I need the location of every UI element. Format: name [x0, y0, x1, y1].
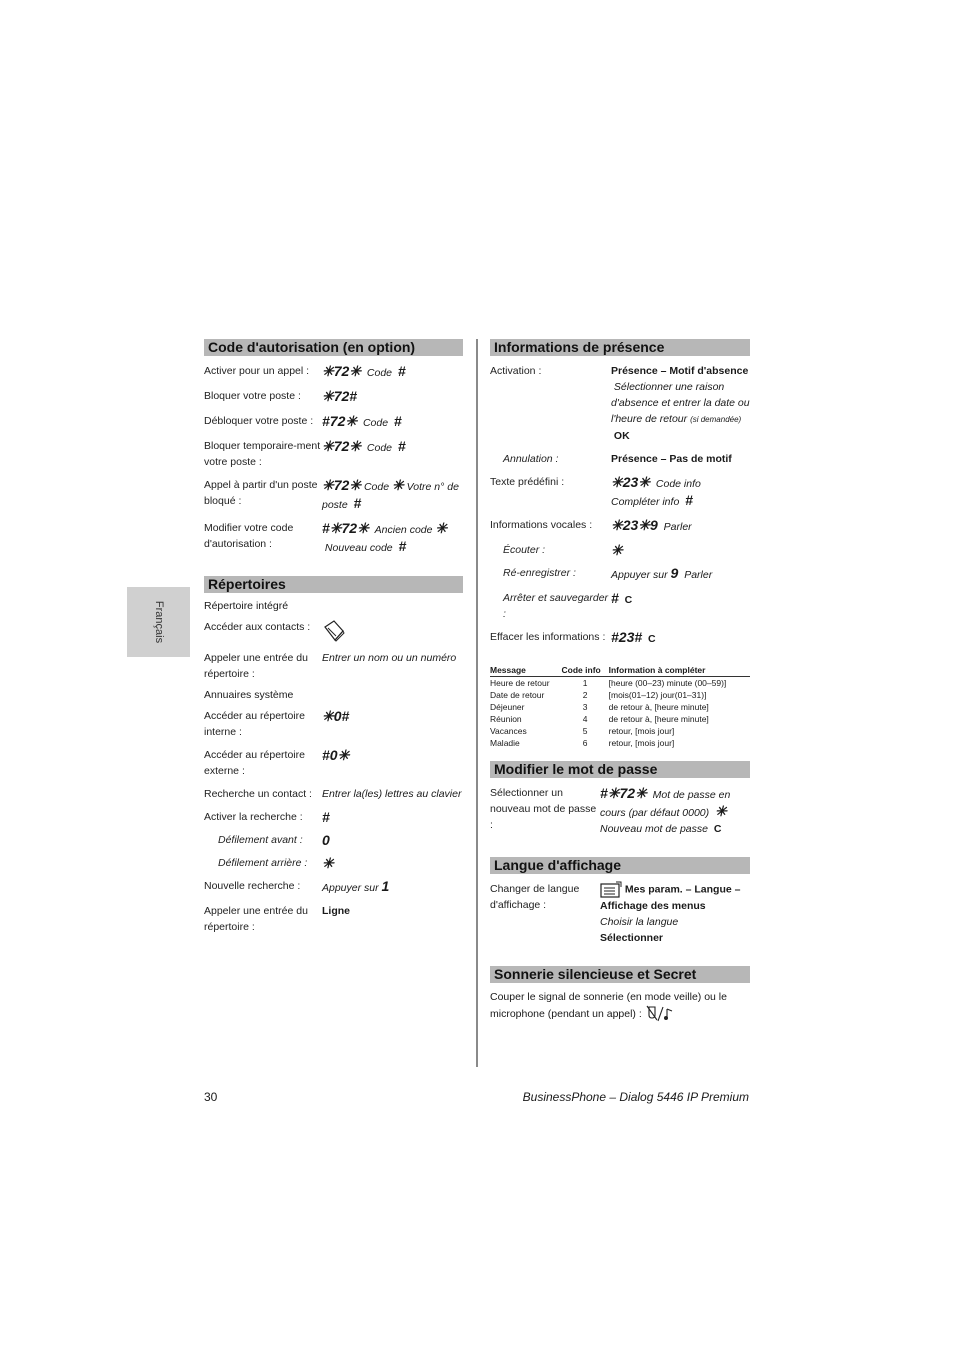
section-heading: Répertoires: [204, 576, 463, 593]
auth-row: Activer pour un appel : ✳72✳ Code #: [204, 363, 406, 379]
dir-row: Accéder aux contacts :: [204, 619, 463, 643]
presence-row: Annulation : Présence – Pas de motif: [503, 453, 732, 465]
section-heading: Code d'autorisation (en option): [204, 339, 463, 356]
dir-row: Nouvelle recherche : Appuyer sur 1: [204, 878, 390, 894]
dir-row: Accéder au répertoire interne : ✳0#: [204, 708, 350, 738]
presence-row: Ré-enregistrer : Appuyer sur 9 Parler: [503, 565, 713, 581]
auth-row: Modifier votre code d'autorisation : #✳72✳ Ancien code ✳ Nouveau code #: [204, 520, 448, 554]
presence-row: Texte prédéfini : ✳23✳ Code info Compléter info #: [490, 474, 701, 508]
table-row: Maladie 6 retour, [mois jour]: [490, 738, 675, 748]
auth-row: Bloquer votre poste : ✳72#: [204, 388, 358, 404]
mute-mic-icon: [645, 1005, 675, 1023]
section-heading: Modifier le mot de passe: [490, 761, 750, 778]
auth-row: Appel à partir d'un poste bloqué : ✳72✳ Code ✳ Votre n° de poste #: [204, 477, 459, 511]
left-column: [204, 339, 463, 955]
document-title: BusinessPhone – Dialog 5446 IP Premium: [522, 1090, 749, 1104]
auth-section: [204, 339, 463, 556]
table-row: Heure de retour 1 [heure (00–23) minute (00–59)]: [490, 678, 727, 688]
subheading: Répertoire intégré: [204, 600, 289, 612]
silent-ring-text: Couper le signal de sonnerie (en mode veille) ou le microphone (pendant un appel) :: [490, 989, 750, 1023]
dir-row: Défilement avant : 0: [218, 832, 330, 848]
table-row: Réunion 4 de retour à, [heure minute]: [490, 714, 709, 724]
table-header-row: Message Code info Information à compléter: [490, 665, 750, 677]
language-row: Changer de langue d'affichage : Mes param. – Langue – Affichage des menus Choisir la langue Sélectionner: [490, 883, 741, 944]
language-side-tab: Français: [127, 587, 190, 657]
contacts-book-icon: [322, 619, 346, 643]
dir-row: Accéder au répertoire externe : #0✳: [204, 747, 350, 777]
dir-row: Recherche un contact : Entrer la(les) lettres au clavier: [204, 788, 462, 800]
password-section: [490, 761, 750, 837]
presence-row: Informations vocales : ✳23✳9 Parler: [490, 517, 692, 533]
display-language-section: [490, 857, 750, 946]
presence-row: Écouter : ✳: [503, 542, 623, 558]
silent-ring-section: [490, 966, 750, 1023]
subheading: Annuaires système: [204, 689, 294, 701]
section-heading: Sonnerie silencieuse et Secret: [490, 966, 750, 983]
table-row: Vacances 5 retour, [mois jour]: [490, 726, 675, 736]
directories-section: [204, 576, 463, 935]
dir-row: Activer la recherche : #: [204, 809, 330, 825]
auth-row: Bloquer temporaire-ment votre poste : ✳72✳ Code #: [204, 438, 406, 468]
dir-row: Appeler une entrée du répertoire : Entrer un nom ou un numéro: [204, 652, 457, 680]
presence-section: [490, 339, 750, 749]
info-codes-table: [490, 665, 750, 749]
column-divider: [476, 339, 478, 1067]
settings-menu-icon: [600, 881, 622, 898]
section-heading: Langue d'affichage: [490, 857, 750, 874]
dir-row: Défilement arrière : ✳: [218, 855, 334, 871]
table-row: Déjeuner 3 de retour à, [heure minute]: [490, 702, 709, 712]
right-column: [490, 339, 750, 1043]
table-row: Date de retour 2 [mois(01–12) jour(01–31)]: [490, 690, 707, 700]
presence-row: Effacer les informations : #23# C: [490, 629, 656, 645]
password-row: Sélectionner un nouveau mot de passe : #✳72✳ Mot de passe en cours (par défaut 0000) ✳ Nouveau mot de passe C: [490, 785, 731, 835]
section-heading: Informations de présence: [490, 339, 750, 356]
presence-row: Arrêter et sauvegarder : # C: [503, 590, 633, 620]
dir-row: Appeler une entrée du répertoire : Ligne: [204, 905, 350, 933]
presence-row: Activation : Présence – Motif d'absence Sélectionner une raison d'absence et entrer la date ou l'heure de retour (si demandée) OK: [490, 365, 750, 442]
auth-row: Débloquer votre poste : #72✳ Code #: [204, 413, 402, 429]
page-number: 30: [204, 1090, 218, 1104]
